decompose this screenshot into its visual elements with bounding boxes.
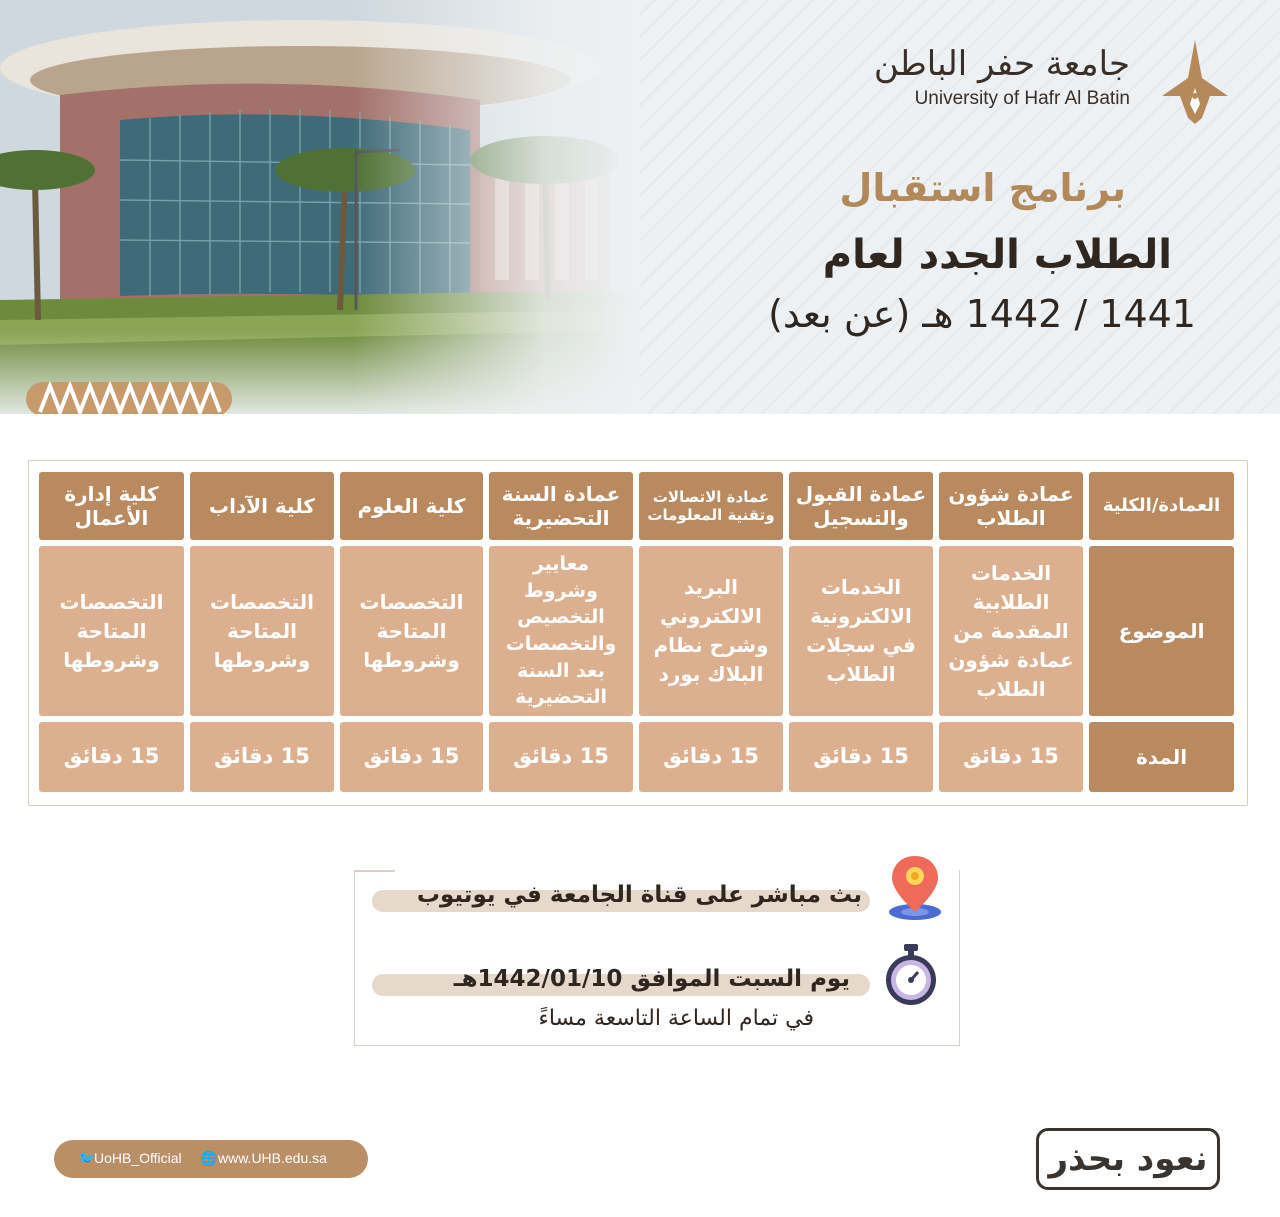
university-name-arabic: جامعة حفر الباطن: [873, 44, 1130, 84]
time-text: في تمام الساعة التاسعة مساءً: [538, 1006, 814, 1031]
column-header: كلية إدارة الأعمال: [39, 472, 184, 540]
duration-cell: 15 دقائق: [639, 722, 783, 792]
duration-cell: 15 دقائق: [789, 722, 933, 792]
campaign-badge: نعود بحذر: [1036, 1128, 1220, 1190]
date-text: يوم السبت الموافق 1442/01/10هـ: [453, 966, 850, 992]
topic-cell: الخدمات الطلابية المقدمة من عمادة شؤون الطلاب: [939, 546, 1083, 716]
duration-cell: 15 دقائق: [190, 722, 334, 792]
topic-cell: معايير وشروط التخصيص والتخصصات بعد السنة التحضيرية: [489, 546, 633, 716]
headline-line-1: برنامج استقبال: [839, 166, 1126, 210]
pen-tower-icon: [1150, 38, 1240, 124]
row-label-topic: الموضوع: [1089, 546, 1234, 716]
column-header: عمادة السنة التحضيرية: [489, 472, 633, 540]
column-header: عمادة القبول والتسجيل: [789, 472, 933, 540]
topic-cell: البريد الالكتروني وشرح نظام البلاك بورد: [639, 546, 783, 716]
hero-banner: [0, 0, 1280, 414]
column-header: كلية العلوم: [340, 472, 483, 540]
university-logo: [873, 38, 1240, 124]
column-header: كلية الآداب: [190, 472, 334, 540]
duration-cell: 15 دقائق: [489, 722, 633, 792]
topic-cell: الخدمات الالكترونية في سجلات الطلاب: [789, 546, 933, 716]
duration-cell: 15 دقائق: [939, 722, 1083, 792]
location-pin-icon: [886, 852, 944, 922]
decorative-zigzag: [26, 382, 232, 414]
stream-text: بث مباشر على قناة الجامعة في يوتيوب: [416, 882, 862, 908]
topic-cell: التخصصات المتاحة وشروطها: [39, 546, 184, 716]
twitter-handle-link[interactable]: UoHB_Official: [94, 1150, 182, 1166]
topic-cell: التخصصات المتاحة وشروطها: [340, 546, 483, 716]
stopwatch-icon: [882, 942, 940, 1006]
headline-line-3: 1441 / 1442 هـ (عن بعد): [768, 292, 1196, 336]
university-name-english: University of Hafr Al Batin: [914, 88, 1130, 109]
row-label-duration: المدة: [1089, 722, 1234, 792]
globe-icon: 🌐: [200, 1150, 218, 1166]
column-header: عمادة شؤون الطلاب: [939, 472, 1083, 540]
topic-cell: التخصصات المتاحة وشروطها: [190, 546, 334, 716]
website-link[interactable]: www.UHB.edu.sa: [218, 1150, 327, 1166]
twitter-icon: 🐦: [78, 1150, 96, 1166]
table-corner-header: العمادة/الكلية: [1089, 472, 1234, 540]
duration-cell: 15 دقائق: [340, 722, 483, 792]
duration-cell: 15 دقائق: [39, 722, 184, 792]
headline-line-2: الطلاب الجدد لعام: [822, 232, 1172, 278]
campus-photo: [0, 0, 640, 414]
column-header: عمادة الاتصالات وتقنية المعلومات: [639, 472, 783, 540]
